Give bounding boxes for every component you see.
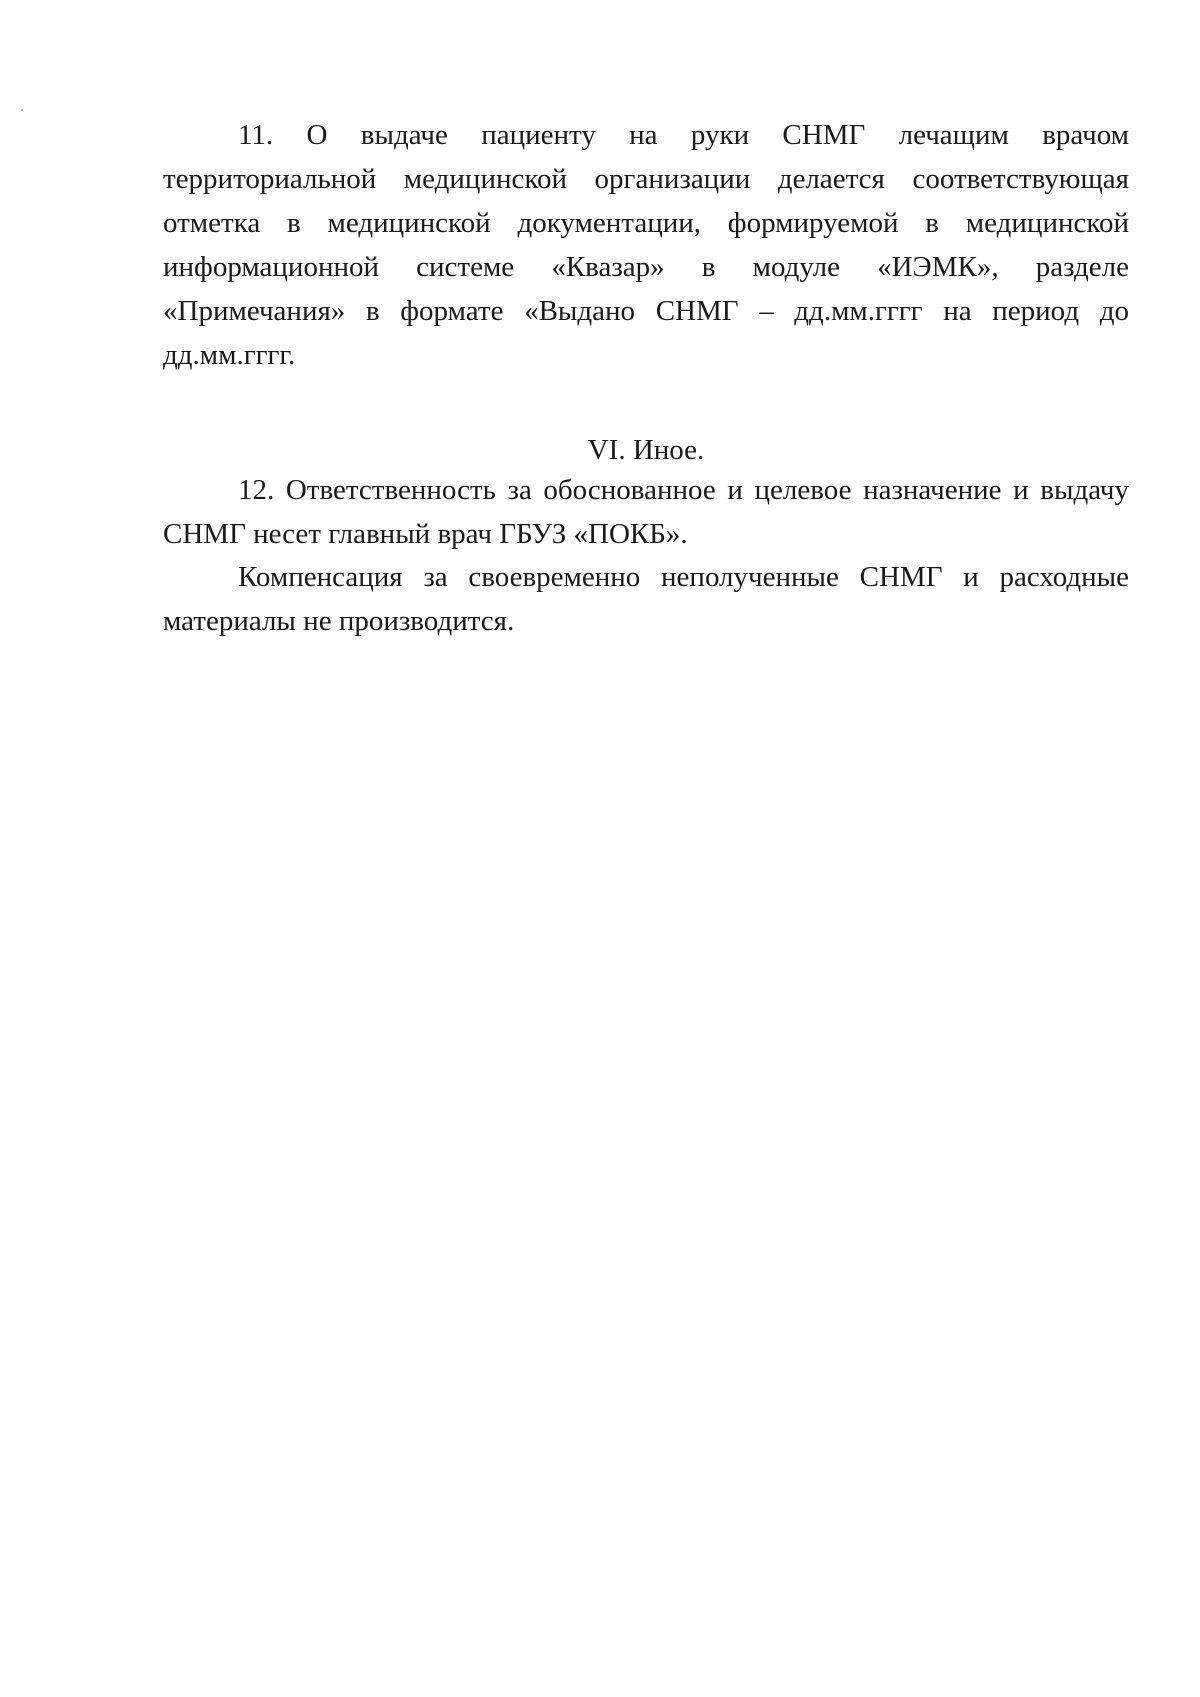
section-6-heading-block	[163, 428, 1129, 472]
compensation-text: Компенсация за своевременно неполученные СНМГ и расходные материалы не производится.	[163, 561, 1129, 637]
section-6-heading: VI. Иное.	[587, 434, 705, 466]
scan-speck	[21, 109, 23, 111]
item-11-text: 11. О выдаче пациенту на руки СНМГ лечащим врачом территориальной медицинской организации делается соответствующая отметка в медицинской документации, формируемой в медицинской информационной системе «Квазар» в модуле «ИЭМК», разделе «Примечания» в формате «Выдано СНМГ – дд.мм.гггг на период до дд.мм.гггг.	[163, 119, 1129, 371]
paragraph-item-12	[163, 468, 1129, 556]
item-12-text: 12. Ответственность за обоснованное и целевое назначение и выдачу СНМГ несет главный врач ГБУЗ «ПОКБ».	[163, 474, 1129, 550]
paragraph-compensation	[163, 555, 1129, 643]
paragraph-item-11	[163, 113, 1129, 377]
